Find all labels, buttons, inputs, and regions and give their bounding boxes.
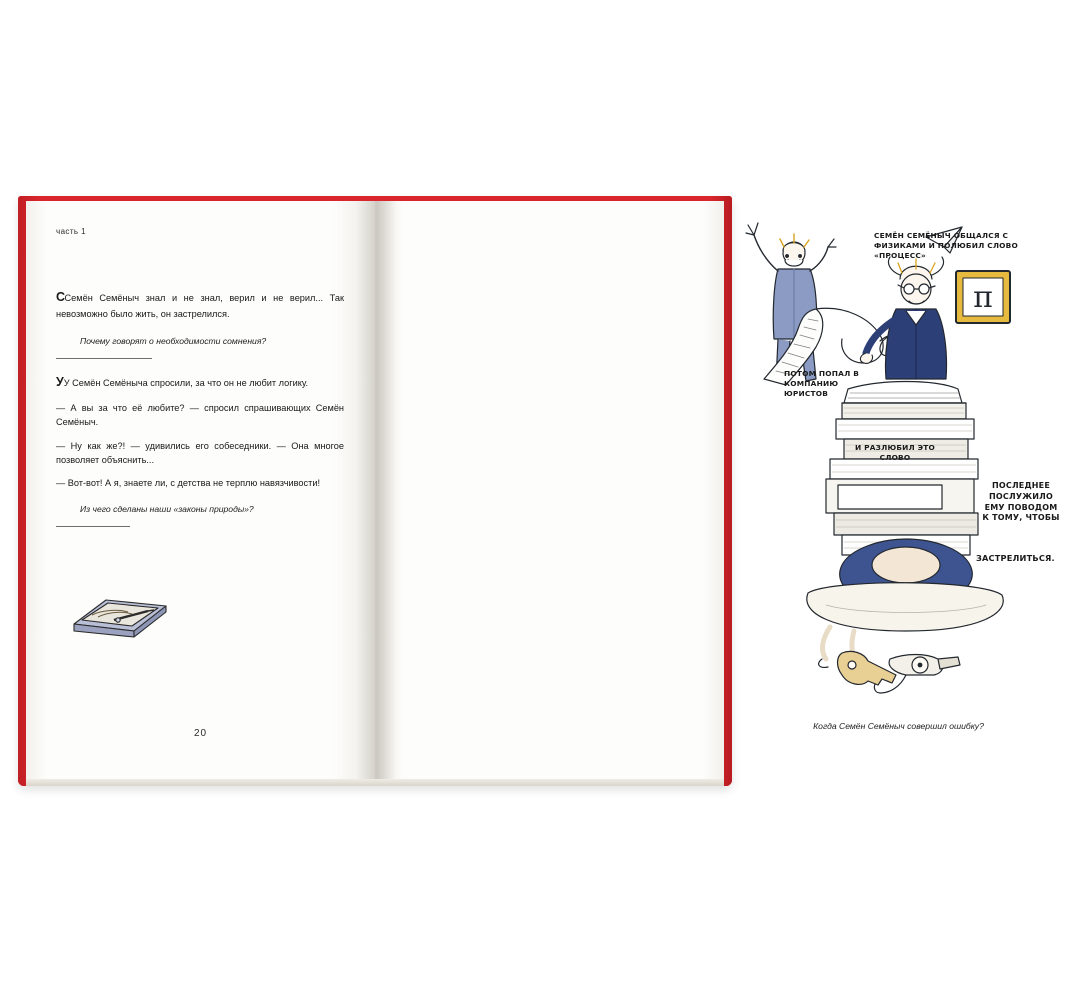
question-1: Почему говорят о необходимости сомнения?	[80, 335, 267, 346]
paragraph-2	[56, 373, 344, 392]
dropcap-2: У	[56, 374, 64, 389]
caption-physicists: СЕМЁН СЕМЁНЫЧ ОБЩАЛСЯ С ФИЗИКАМИ И ПОЛЮБИЛ СЛОВО «ПРОЦЕСС»	[874, 231, 1018, 260]
closed-book-drawing	[62, 584, 180, 646]
right-page-content	[724, 201, 1073, 779]
caption-reason: ПОСЛЕДНЕЕ ПОСЛУЖИЛО ЕМУ ПОВОДОМ К ТОМУ, ЧТОБЫ	[982, 481, 1060, 523]
question-2: Из чего сделаны наши «законы природы»?	[80, 504, 254, 515]
dropcap-1: С	[56, 290, 66, 304]
page-edge	[26, 779, 724, 786]
stack-of-books	[826, 382, 978, 556]
paragraph-3: — А вы за что её любите? — спросил спрашивающих Семён Семёныч.	[56, 403, 344, 428]
left-page-content	[56, 227, 344, 541]
man-in-bowl-figure	[807, 539, 1003, 671]
divider-rule-1	[56, 358, 152, 359]
right-page	[375, 201, 1060, 779]
framed-pi-picture	[956, 271, 1010, 323]
paragraph-4: — Ну как же?! — удивились его собеседники. — Она многое позволяет объяснить...	[56, 440, 344, 465]
cartoon-illustration-svg	[730, 213, 1068, 713]
divider-rule-2	[56, 526, 130, 527]
open-book	[18, 196, 1060, 786]
caption-shoot: ЗАСТРЕЛИТЬСЯ.	[976, 553, 1055, 563]
page-number: 20	[193, 728, 208, 739]
book-pages	[26, 201, 1060, 779]
running-head: часть 1	[56, 227, 86, 236]
paragraph-5: — Вот-вот! А я, знаете ли, с детства не терплю навязчивости!	[56, 478, 320, 488]
revolver-icon	[838, 651, 961, 693]
right-page-question: Когда Семён Семёныч совершил ошибку?	[813, 721, 984, 731]
paragraph-2-text: У Семён Семёныча спросили, за что он не любит логику.	[63, 377, 309, 388]
paragraph-1-text: Семён Семёныч знал и не знал, верил и не верил... Так невозможно было жить, он застрелился.	[56, 293, 344, 320]
paragraph-1	[56, 288, 344, 322]
cartoon-illustration	[730, 213, 1068, 713]
svg-text:π: π	[973, 280, 993, 315]
caption-disliked-word: И РАЗЛЮБИЛ ЭТО СЛОВО	[854, 443, 936, 462]
left-page	[26, 201, 376, 779]
caption-lawyers: ПОТОМ ПОПАЛ В КОМПАНИЮ ЮРИСТОВ	[784, 369, 860, 398]
closed-book-icon	[62, 584, 180, 646]
